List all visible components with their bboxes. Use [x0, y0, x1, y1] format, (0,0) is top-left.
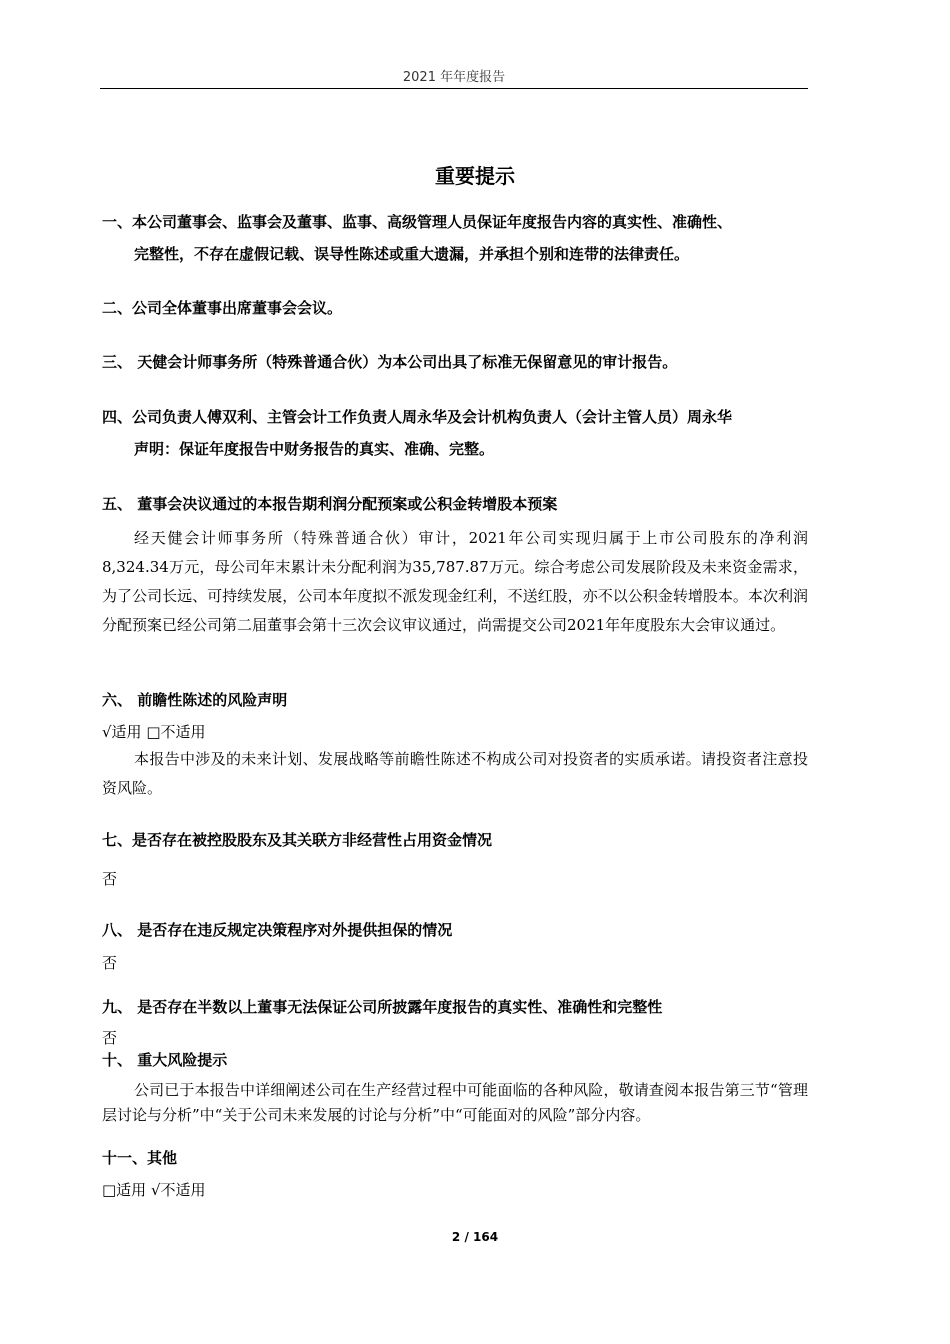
- section-11-heading: 十一、其他: [102, 1149, 178, 1167]
- section-2: 二、公司全体董事出席董事会会议。: [102, 299, 343, 317]
- page-title: 重要提示: [435, 164, 515, 188]
- section-6-body: 本报告中涉及的未来计划、发展战略等前瞻性陈述不构成公司对投资者的实质承诺。请投资者注意投资风险。: [102, 750, 808, 797]
- section-6-applicability: √适用 □不适用: [102, 723, 206, 741]
- section-8-heading: 八、 是否存在违反规定决策程序对外提供担保的情况: [102, 921, 453, 939]
- section-7-heading: 七、是否存在被控股股东及其关联方非经营性占用资金情况: [102, 831, 493, 849]
- section-3: 三、 天健会计师事务所（特殊普通合伙）为本公司出具了标准无保留意见的审计报告。: [102, 353, 678, 371]
- header-divider: [100, 88, 808, 89]
- section-9-answer: 否: [102, 1029, 118, 1047]
- section-11-applicability: □适用 √不适用: [102, 1181, 206, 1199]
- section-1-line-1: 一、本公司董事会、监事会及董事、监事、高级管理人员保证年度报告内容的真实性、准确性、: [102, 213, 733, 231]
- section-9-heading: 九、 是否存在半数以上董事无法保证公司所披露年度报告的真实性、准确性和完整性: [102, 998, 663, 1016]
- section-10-heading: 十、 重大风险提示: [102, 1051, 228, 1069]
- running-header: 2021 年年度报告: [402, 70, 506, 85]
- section-8-answer: 否: [102, 954, 118, 972]
- section-4: [102, 401, 808, 465]
- section-1: [102, 206, 808, 270]
- section-5-body: 经天健会计师事务所（特殊普通合伙）审计，2021年公司实现归属于上市公司股东的净利润8,324.34万元，母公司年末累计未分配利润为35,787.87万元。综合考虑公司发展阶段及未来资金需求，为了公司长远、可持续发展，公司本年度拟不派发现金红利，不送红股，亦不以公积金转增股本。本次利润分配预案已经公司第二届董事会第十三次会议审议通过，尚需提交公司2021年年度股东大会审议通过。: [102, 529, 808, 634]
- section-7-answer: 否: [102, 870, 118, 888]
- section-5-heading: 五、 董事会决议通过的本报告期利润分配预案或公积金转增股本预案: [102, 495, 558, 513]
- section-4-line-1: 四、公司负责人傅双利、主管会计工作负责人周永华及会计机构负责人（会计主管人员）周永华: [102, 408, 733, 426]
- section-4-line-2: 声明：保证年度报告中财务报告的真实、准确、完整。: [134, 440, 495, 458]
- section-10-body: 公司已于本报告中详细阐述公司在生产经营过程中可能面临的各种风险，敬请查阅本报告第三节“管理层讨论与分析”中“关于公司未来发展的讨论与分析”中“可能面对的风险”部分内容。: [102, 1081, 808, 1124]
- section-6-heading: 六、 前瞻性陈述的风险声明: [102, 691, 288, 709]
- section-1-line-2: 完整性，不存在虚假记载、误导性陈述或重大遗漏，并承担个别和连带的法律责任。: [134, 245, 690, 263]
- page-number: 2 / 164: [451, 1230, 499, 1244]
